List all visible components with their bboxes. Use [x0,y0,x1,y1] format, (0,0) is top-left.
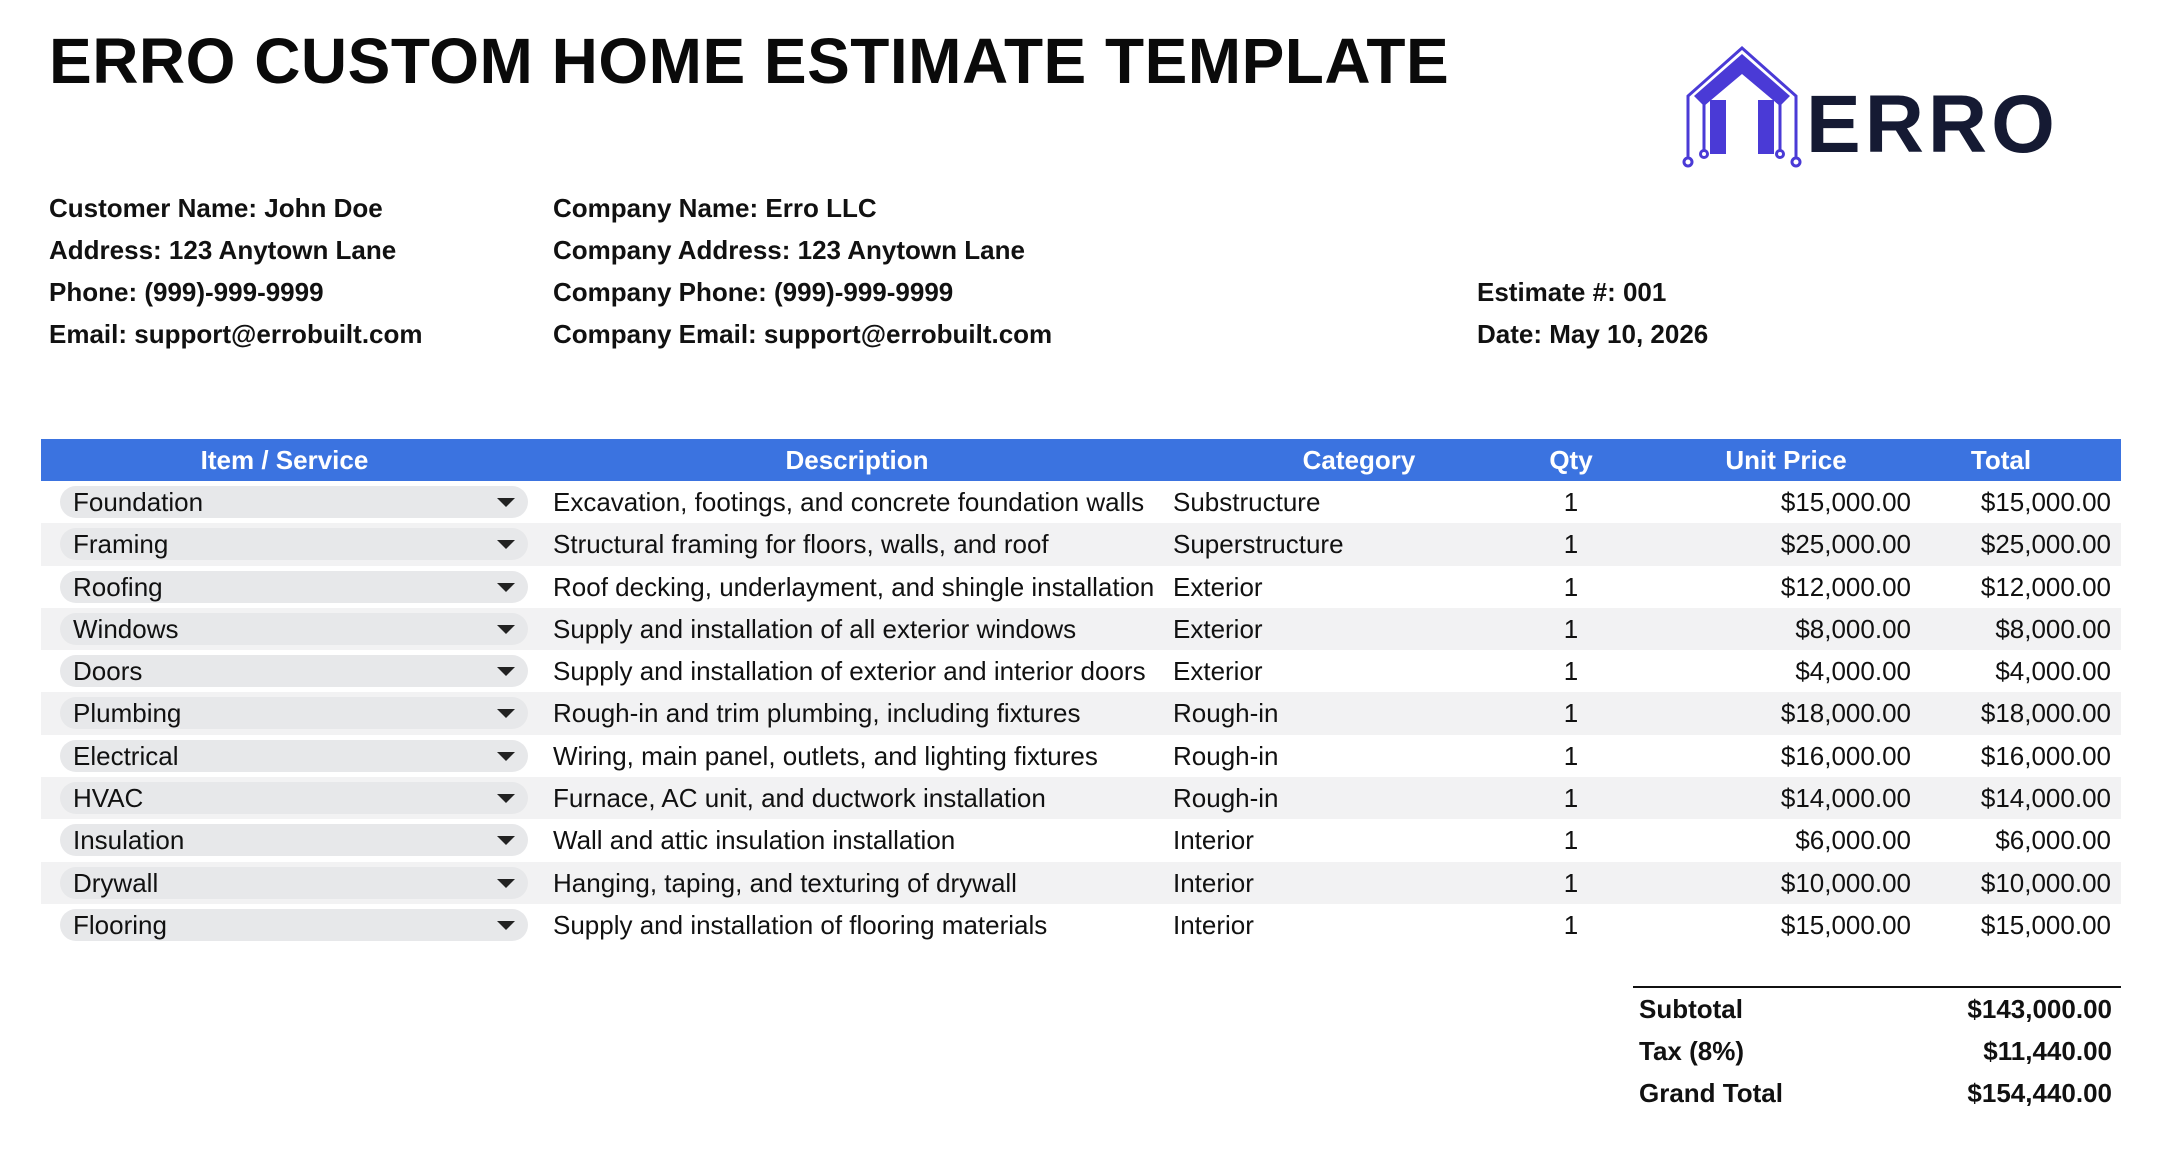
total-cell: $18,000.00 [1980,698,2111,729]
item-dropdown[interactable] [60,740,528,772]
subtotal-row [1633,988,2121,1030]
item-dropdown-value: Roofing [73,571,163,602]
dropdown-arrow-icon[interactable] [497,836,515,845]
item-dropdown[interactable] [60,571,528,603]
item-dropdown[interactable] [60,486,528,518]
unit-price-cell: $16,000.00 [1780,740,1911,771]
item-dropdown[interactable] [60,613,528,645]
category-cell: Rough-in [1173,783,1279,814]
item-dropdown[interactable] [60,909,528,941]
estimate-info [1477,271,1708,355]
tax-row [1633,1030,2121,1072]
category-cell: Substructure [1173,487,1321,517]
company-phone: Company Phone: (999)-999-9999 [553,277,954,307]
item-dropdown-value: Drywall [73,867,159,898]
tax-value: $11,440.00 [1983,1036,2112,1066]
total-cell: $15,000.00 [1980,909,2111,940]
item-dropdown[interactable] [60,824,528,856]
description-cell: Supply and installation of all exterior windows [553,613,1077,644]
customer-email: Email: support@errobuilt.com [49,319,423,349]
unit-price-cell: $25,000.00 [1780,529,1911,560]
unit-price-cell: $15,000.00 [1780,487,1911,517]
qty-cell: 1 [1563,867,1579,898]
qty-cell: 1 [1563,571,1579,602]
column-header-description: Description [785,445,929,475]
column-header-total: Total [1970,445,2032,475]
category-cell: Interior [1173,825,1254,856]
item-dropdown[interactable] [60,782,528,814]
company-name: Company Name: Erro LLC [553,193,877,223]
qty-cell: 1 [1563,740,1579,771]
item-dropdown-value: Foundation [73,487,204,517]
dropdown-arrow-icon[interactable] [497,921,515,930]
total-cell: $4,000.00 [1995,656,2111,687]
qty-cell: 1 [1563,698,1579,729]
category-cell: Exterior [1173,656,1263,687]
company-email: Company Email: support@errobuilt.com [553,319,1053,349]
description-cell: Furnace, AC unit, and ductwork installation [553,783,1046,814]
dropdown-arrow-icon[interactable] [497,498,515,507]
unit-price-cell: $12,000.00 [1780,571,1911,602]
dropdown-arrow-icon[interactable] [497,709,515,718]
unit-price-cell: $14,000.00 [1780,783,1911,814]
description-cell: Hanging, taping, and texturing of drywall [553,867,1017,898]
qty-cell: 1 [1563,783,1579,814]
grand-total-label: Grand Total [1639,1078,1783,1108]
total-cell: $15,000.00 [1980,487,2111,517]
column-header-qty: Qty [1549,445,1593,475]
table-row [41,566,2121,608]
dropdown-arrow-icon[interactable] [497,625,515,634]
category-cell: Interior [1173,909,1254,940]
category-cell: Exterior [1173,571,1263,602]
total-cell: $10,000.00 [1980,867,2111,898]
unit-price-cell: $6,000.00 [1795,825,1911,856]
customer-address: Address: 123 Anytown Lane [49,235,397,265]
qty-cell: 1 [1563,909,1579,940]
category-cell: Rough-in [1173,740,1279,771]
dropdown-arrow-icon[interactable] [497,794,515,803]
table-row [41,777,2121,819]
item-dropdown-value: HVAC [73,783,144,814]
table-row [41,523,2121,565]
table-row [41,904,2121,946]
tax-label: Tax (8%) [1639,1036,1744,1066]
column-header-unit-price: Unit Price [1725,445,1847,475]
item-dropdown-value: Electrical [73,740,179,771]
description-cell: Structural framing for floors, walls, and roof [553,529,1049,560]
description-cell: Wall and attic insulation installation [553,825,956,856]
description-cell: Supply and installation of flooring materials [553,909,1048,940]
unit-price-cell: $15,000.00 [1780,909,1911,940]
description-cell: Roof decking, underlayment, and shingle installation [553,571,1155,602]
qty-cell: 1 [1563,613,1579,644]
grand-total-value: $154,440.00 [1967,1078,2112,1108]
estimate-date: Date: May 10, 2026 [1477,319,1709,349]
item-dropdown[interactable] [60,867,528,899]
total-cell: $16,000.00 [1980,740,2111,771]
total-cell: $8,000.00 [1995,613,2111,644]
unit-price-cell: $10,000.00 [1780,867,1911,898]
description-cell: Supply and installation of exterior and interior doors [553,656,1146,687]
category-cell: Exterior [1173,613,1263,644]
table-row [41,481,2121,523]
total-cell: $12,000.00 [1980,571,2111,602]
column-header-category: Category [1302,445,1416,475]
unit-price-cell: $8,000.00 [1795,613,1911,644]
item-dropdown-value: Insulation [73,825,185,856]
item-dropdown-value: Doors [73,656,143,687]
dropdown-arrow-icon[interactable] [497,667,515,676]
dropdown-arrow-icon[interactable] [497,752,515,761]
table-row [41,862,2121,904]
description-cell: Wiring, main panel, outlets, and lighting fixtures [553,740,1098,771]
total-cell: $6,000.00 [1995,825,2111,856]
customer-name: Customer Name: John Doe [49,193,383,223]
qty-cell: 1 [1563,656,1579,687]
item-dropdown-value: Windows [73,613,179,644]
subtotal-label: Subtotal [1639,994,1743,1024]
customer-info [49,187,423,355]
table-row [41,692,2121,734]
subtotal-value: $143,000.00 [1967,994,2112,1024]
table-row [41,819,2121,861]
estimate-table [41,439,2121,946]
qty-cell: 1 [1563,825,1579,856]
qty-cell: 1 [1563,487,1579,517]
house-left-pillar [1710,100,1726,154]
company-address: Company Address: 123 Anytown Lane [553,235,1025,265]
column-header-item: Item / Service [200,445,369,475]
item-dropdown[interactable] [60,655,528,687]
customer-phone: Phone: (999)-999-9999 [49,277,324,307]
logo-wordmark: ERRO [1806,79,2059,170]
qty-cell: 1 [1563,529,1579,560]
dropdown-arrow-icon[interactable] [497,879,515,888]
house-roof-shape [1694,54,1790,106]
house-right-pillar [1758,100,1774,154]
table-row [41,735,2121,777]
description-cell: Excavation, footings, and concrete foundation walls [553,487,1145,517]
total-cell: $25,000.00 [1980,529,2111,560]
company-info [553,187,1052,355]
category-cell: Superstructure [1173,529,1344,560]
table-body [41,481,2121,946]
total-cell: $14,000.00 [1980,783,2111,814]
item-dropdown[interactable] [60,697,528,729]
page-title: ERRO CUSTOM HOME ESTIMATE TEMPLATE [49,25,1450,97]
table-row [41,608,2121,650]
unit-price-cell: $4,000.00 [1795,656,1911,687]
description-cell: Rough-in and trim plumbing, including fixtures [553,698,1081,729]
item-dropdown[interactable] [60,528,528,560]
category-cell: Interior [1173,867,1254,898]
dropdown-arrow-icon[interactable] [497,583,515,592]
item-dropdown-value: Flooring [73,909,167,940]
table-header [41,439,2121,481]
unit-price-cell: $18,000.00 [1780,698,1911,729]
grand-total-row [1633,1072,2121,1114]
totals-summary [1633,986,2121,1114]
item-dropdown-value: Framing [73,529,169,560]
item-dropdown-value: Plumbing [73,698,182,729]
dropdown-arrow-icon[interactable] [497,540,515,549]
category-cell: Rough-in [1173,698,1279,729]
table-row [41,650,2121,692]
estimate-number: Estimate #: 001 [1477,277,1667,307]
erro-logo [1676,38,2096,174]
